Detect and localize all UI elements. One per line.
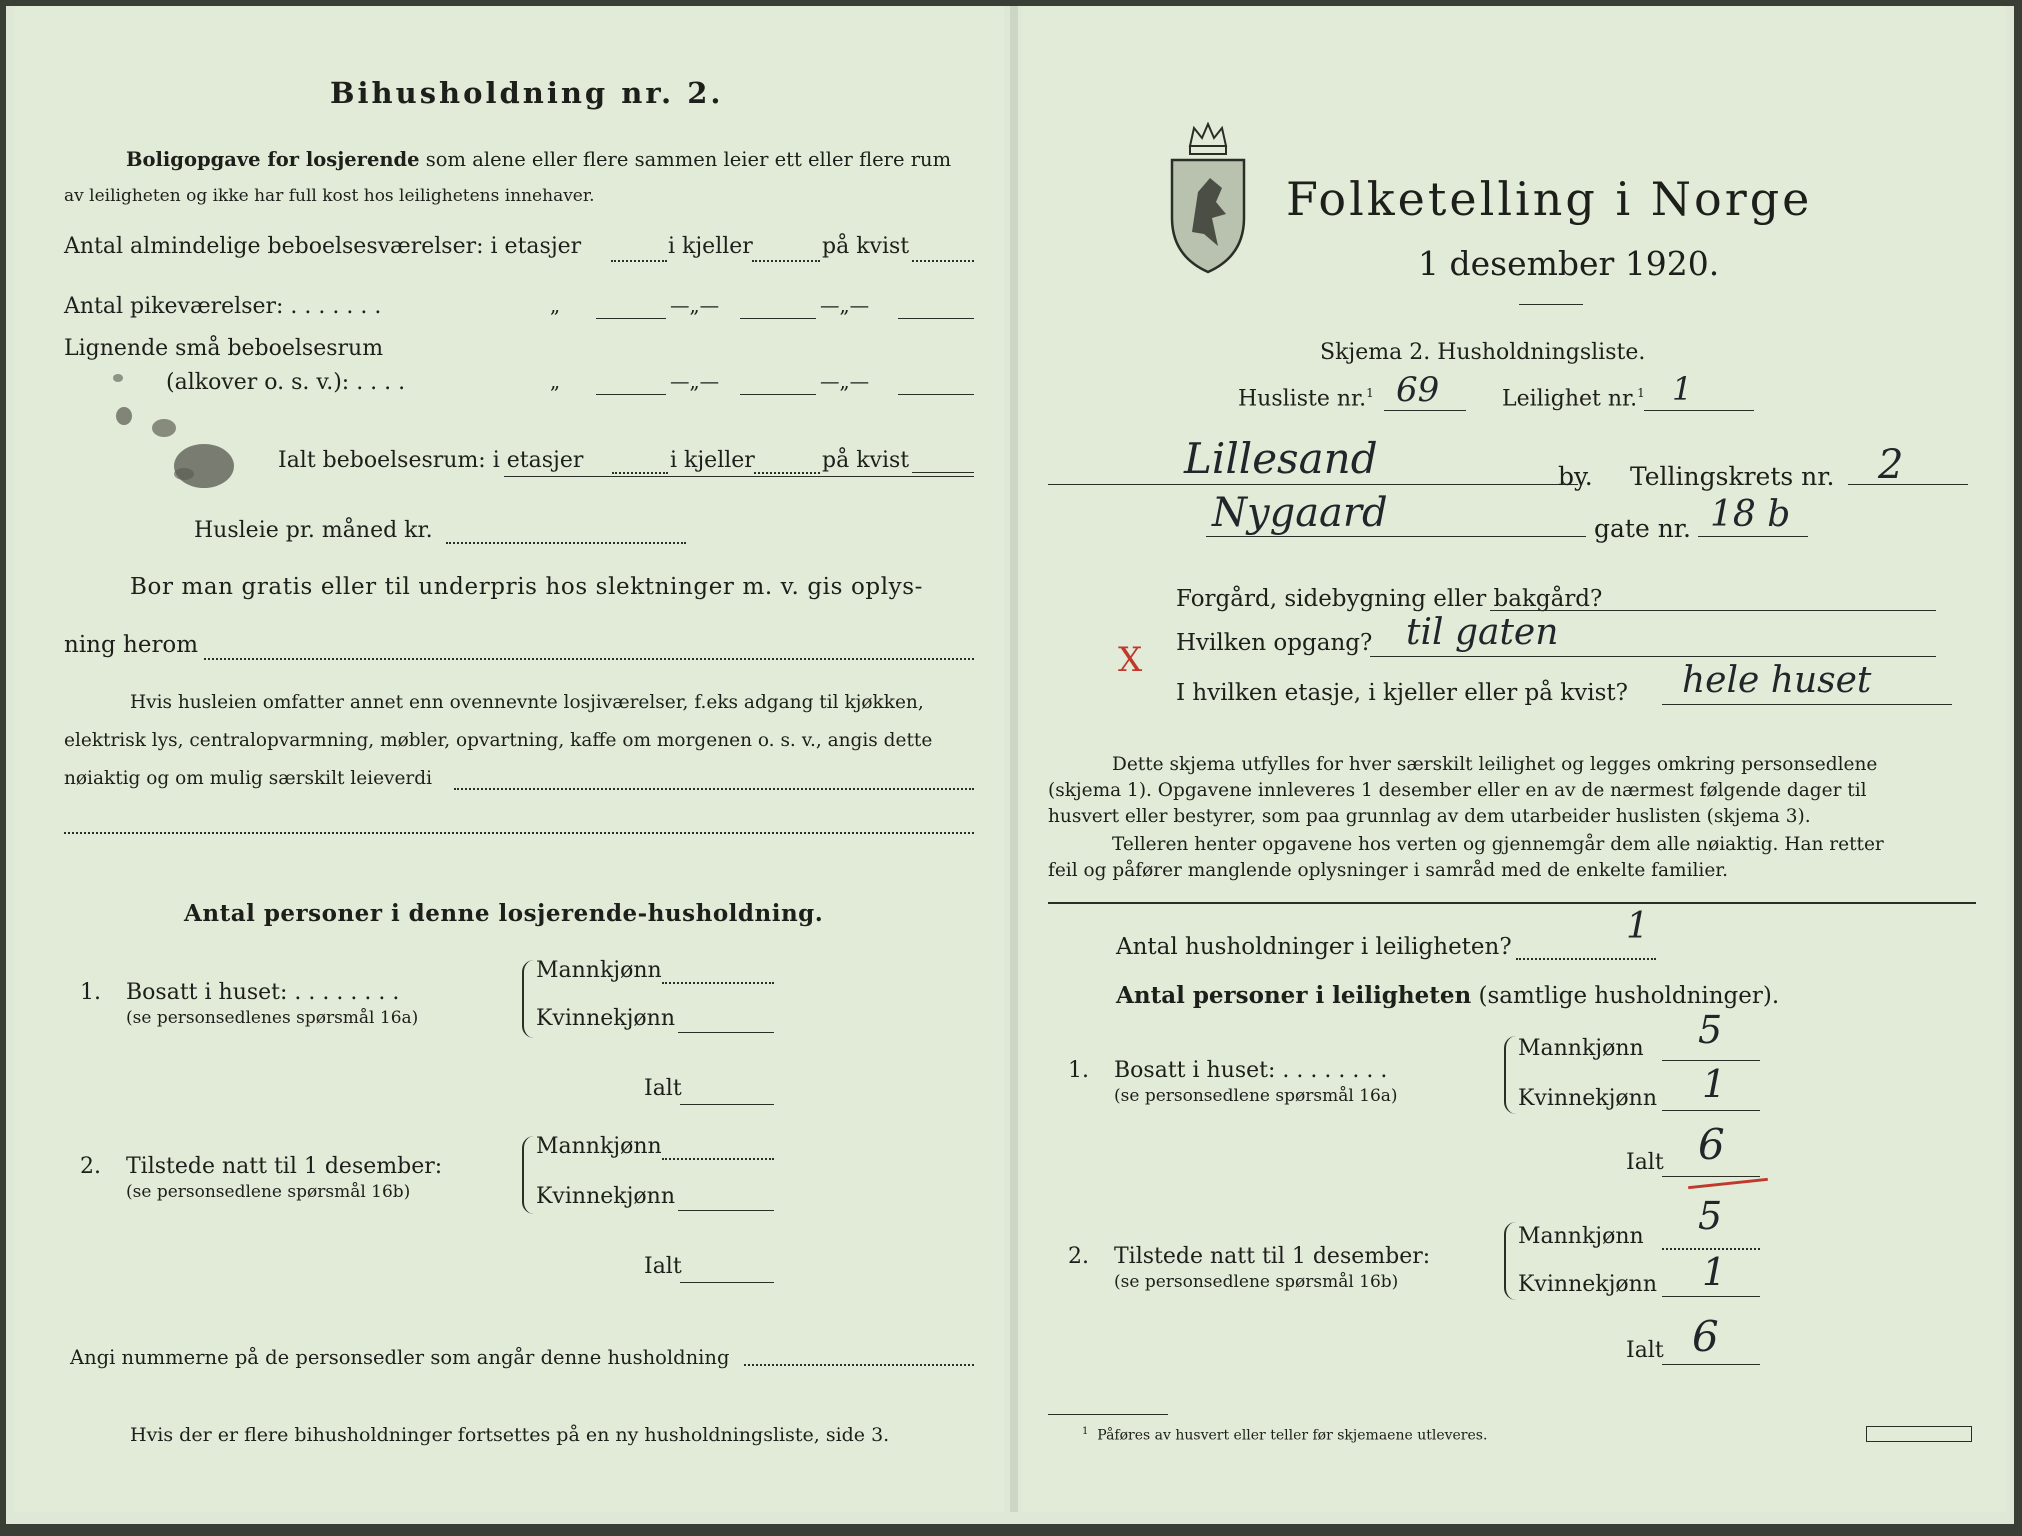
ink-stain-icon [104, 366, 254, 496]
smaa-label2: (alkover o. s. v.): . . . . [166, 370, 406, 395]
lq1-label: Bosatt i huset: . . . . . . . . [126, 980, 400, 1005]
rq2-ialt-line [1662, 1364, 1760, 1365]
pike-line2 [740, 318, 816, 319]
gate-value: Nygaard [1212, 490, 1388, 536]
gate-nr-value: 18 b [1710, 494, 1791, 535]
lq2-mann: Mannkjønn [536, 1134, 662, 1159]
forgaard-line [1490, 610, 1936, 611]
rq2-brace [1504, 1222, 1516, 1300]
rooms-kjeller-line [752, 260, 820, 262]
husleien-line3: nøiaktig og om mulig særskilt leieverdi [64, 768, 433, 789]
lq1-mann-line [662, 982, 774, 984]
rq1-mann-value: 5 [1698, 1008, 1723, 1052]
rq1-kvinne-line [1662, 1110, 1760, 1111]
rq2-ialt: Ialt [1626, 1338, 1664, 1363]
flere-text: Hvis der er flere bihusholdninger fortsettes på en ny husholdningsliste, side 3. [130, 1424, 890, 1446]
lq2-ialt-line [680, 1282, 774, 1283]
rq2-kvinne-value: 1 [1702, 1250, 1727, 1294]
intro-line2: av leiligheten og ikke har full kost hos leilighetens innehaver. [64, 186, 595, 206]
rooms-label: Antal almindelige beboelsesværelser: i etasjer [64, 234, 582, 259]
lq1-mann: Mannkjønn [536, 958, 662, 983]
rq1-mann: Mannkjønn [1518, 1036, 1644, 1061]
gate-line [1206, 536, 1586, 537]
instr-4: Telleren henter opgavene hos verten og gjennemgår dem alle nøiaktig. Han retter [1112, 834, 1884, 855]
opgang-line [1370, 656, 1936, 657]
by-line [1048, 484, 1578, 485]
rq2-kvinne: Kvinnekjønn [1518, 1272, 1657, 1297]
rooms-kvist: på kvist [822, 234, 910, 259]
lq1-kvinne-line [678, 1032, 774, 1033]
leilighet-value: 1 [1672, 370, 1693, 408]
husliste-label: Husliste nr. [1238, 386, 1367, 412]
rq2-mann-value: 5 [1698, 1194, 1723, 1238]
rq1-num: 1. [1068, 1058, 1089, 1083]
rq1-mann-line [1662, 1060, 1760, 1061]
left-page [14, 6, 1004, 1512]
rq1-ialt-value: 6 [1698, 1120, 1725, 1169]
antal-pers-rest: (samtlige husholdninger). [1478, 983, 1780, 1009]
lq2-brace [522, 1136, 534, 1214]
lq2-mann-line [662, 1158, 774, 1160]
ialt-kjeller-line [754, 472, 820, 474]
footnote-text: Påføres av husvert eller teller før skjemaene utleveres. [1097, 1427, 1488, 1444]
antal-heading: Antal personer i denne losjerende-husholdning. [184, 900, 824, 927]
lq1-ialt-line [680, 1104, 774, 1105]
instr-5: feil og påfører manglende oplysninger i samråd med de enkelte familier. [1048, 860, 1728, 881]
gate-label: gate nr. [1594, 514, 1691, 543]
rq1-kvinne: Kvinnekjønn [1518, 1086, 1657, 1111]
husleie-line [446, 542, 686, 544]
printer-stamp-icon [1866, 1426, 1972, 1442]
rq1-label: Bosatt i huset: . . . . . . . . [1114, 1058, 1388, 1083]
smaa-line3 [898, 394, 974, 395]
gratis-line2: ning herom [64, 632, 199, 658]
pike-dash2: —„— [820, 294, 870, 317]
ialt-underline [504, 476, 974, 477]
smaa-label1: Lignende små beboelsesrum [64, 336, 384, 361]
lq2-ialt: Ialt [644, 1254, 682, 1279]
lq2-note: (se personsedlene spørsmål 16b) [126, 1182, 411, 1202]
smaa-dash1: —„— [670, 370, 720, 393]
divider-rule [1048, 902, 1976, 904]
pike-label: Antal pikeværelser: . . . . . . . [64, 294, 382, 319]
krets-label: Tellingskrets nr. [1630, 462, 1835, 491]
skjema-label: Skjema 2. Husholdningsliste. [1320, 340, 1646, 365]
rq1-ialt-line [1662, 1176, 1760, 1177]
x-mark: X [1118, 640, 1143, 680]
opgang-label: Hvilken opgang? [1176, 630, 1373, 656]
instr-1: Dette skjema utfylles for hver særskilt leilighet og legges omkring personsedlene [1112, 754, 1878, 775]
left-title: Bihusholdning nr. 2. [330, 76, 724, 110]
intro-rest: som alene eller flere sammen leier ett eller flere rum [425, 148, 952, 171]
antal-pers-bold: Antal personer i leiligheten [1116, 982, 1472, 1009]
gratis-line [204, 658, 974, 660]
rq2-mann: Mannkjønn [1518, 1224, 1644, 1249]
red-correction-mark [1688, 1178, 1768, 1189]
rq1-kvinne-value: 1 [1702, 1062, 1727, 1106]
rooms-kjeller: i kjeller [668, 234, 753, 259]
pike-dash1: —„— [670, 294, 720, 317]
rq1-ialt: Ialt [1626, 1150, 1664, 1175]
rq1-brace [1504, 1036, 1516, 1114]
rooms-etasjer-line [611, 260, 667, 262]
leilighet-label: Leilighet nr. [1502, 386, 1638, 412]
gratis-line1: Bor man gratis eller til underpris hos slektninger m. v. gis oplys- [130, 574, 924, 600]
ialt-kjeller: i kjeller [670, 448, 755, 473]
antal-hush-label: Antal husholdninger i leiligheten? [1116, 934, 1512, 960]
angi-line [744, 1364, 974, 1366]
rq2-kvinne-line [1662, 1296, 1760, 1297]
etasje-value: hele huset [1682, 660, 1872, 701]
coat-of-arms-icon [1168, 122, 1248, 276]
right-title: Folketelling i Norge [1286, 172, 1813, 226]
instr-2: (skjema 1). Opgavene innleveres 1 desember eller en av de nærmest følgende dager til [1048, 780, 1867, 801]
leilighet-line [1644, 410, 1754, 411]
footnote-sup: 1 [1082, 1426, 1089, 1437]
husleien-line2: elektrisk lys, centralopvarmning, møbler, opvartning, kaffe om morgenen o. s. v., angis dette [64, 730, 933, 751]
instr-3: husvert eller bestyrer, som paa grunnlag av dem utarbeider huslisten (skjema 3). [1048, 806, 1811, 827]
forgaard-label: Forgård, sidebygning eller bakgård? [1176, 586, 1603, 612]
husleien-line [454, 788, 974, 790]
census-date: 1 desember 1920. [1418, 244, 1720, 283]
etasje-label: I hvilken etasje, i kjeller eller på kvist? [1176, 680, 1628, 706]
husleien-line1: Hvis husleien omfatter annet enn ovennevnte losjiværelser, f.eks adgang til kjøkken, [130, 692, 924, 713]
title-rule [1519, 304, 1583, 305]
footnote-rule [1048, 1414, 1168, 1415]
rq2-ialt-value: 6 [1692, 1312, 1719, 1361]
pike-quote: „ [550, 294, 561, 317]
ialt-label: Ialt beboelsesrum: i etasjer [278, 448, 584, 473]
ialt-kvist-line [912, 472, 974, 473]
smaa-quote: „ [550, 370, 561, 393]
lq1-num: 1. [80, 980, 101, 1005]
husliste-sup: 1 [1366, 386, 1374, 400]
pike-line1 [596, 318, 666, 319]
lq2-num: 2. [80, 1154, 101, 1179]
rq2-label: Tilstede natt til 1 desember: [1114, 1244, 1431, 1269]
opgang-value: til gaten [1406, 612, 1559, 653]
rq1-note: (se personsedlene spørsmål 16a) [1114, 1086, 1398, 1106]
husleien-line-b [64, 832, 974, 834]
ialt-etasjer-line [612, 472, 668, 474]
husleie-label: Husleie pr. måned kr. [194, 518, 433, 543]
husliste-line [1384, 410, 1466, 411]
lq1-brace [522, 960, 534, 1038]
gate-nr-line [1698, 536, 1808, 537]
krets-value: 2 [1878, 442, 1904, 488]
rq2-note: (se personsedlene spørsmål 16b) [1114, 1272, 1399, 1292]
antal-hush-line [1516, 958, 1656, 960]
lq2-kvinne: Kvinnekjønn [536, 1184, 675, 1209]
lq1-kvinne: Kvinnekjønn [536, 1006, 675, 1031]
intro-bold: Boligopgave for losjerende [126, 148, 420, 171]
right-page [1022, 6, 2006, 1512]
husliste-value: 69 [1396, 370, 1440, 410]
page-fold [1010, 6, 1018, 1512]
angi-text: Angi nummerne på de personsedler som angår denne husholdning [70, 1346, 730, 1369]
by-value: Lillesand [1184, 434, 1378, 483]
lq1-note: (se personsedlenes spørsmål 16a) [126, 1008, 419, 1028]
rooms-kvist-line [912, 260, 974, 262]
leilighet-sup: 1 [1637, 386, 1645, 400]
by-label: by. [1558, 462, 1593, 491]
krets-line [1848, 484, 1968, 485]
etasje-line [1662, 704, 1952, 705]
rq2-num: 2. [1068, 1244, 1089, 1269]
lq1-ialt: Ialt [644, 1076, 682, 1101]
smaa-line1 [596, 394, 666, 395]
ialt-kvist: på kvist [822, 448, 910, 473]
lq2-label: Tilstede natt til 1 desember: [126, 1154, 443, 1179]
antal-hush-value: 1 [1626, 906, 1649, 947]
smaa-dash2: —„— [820, 370, 870, 393]
lq2-kvinne-line [678, 1210, 774, 1211]
smaa-line2 [740, 394, 816, 395]
pike-line3 [898, 318, 974, 319]
